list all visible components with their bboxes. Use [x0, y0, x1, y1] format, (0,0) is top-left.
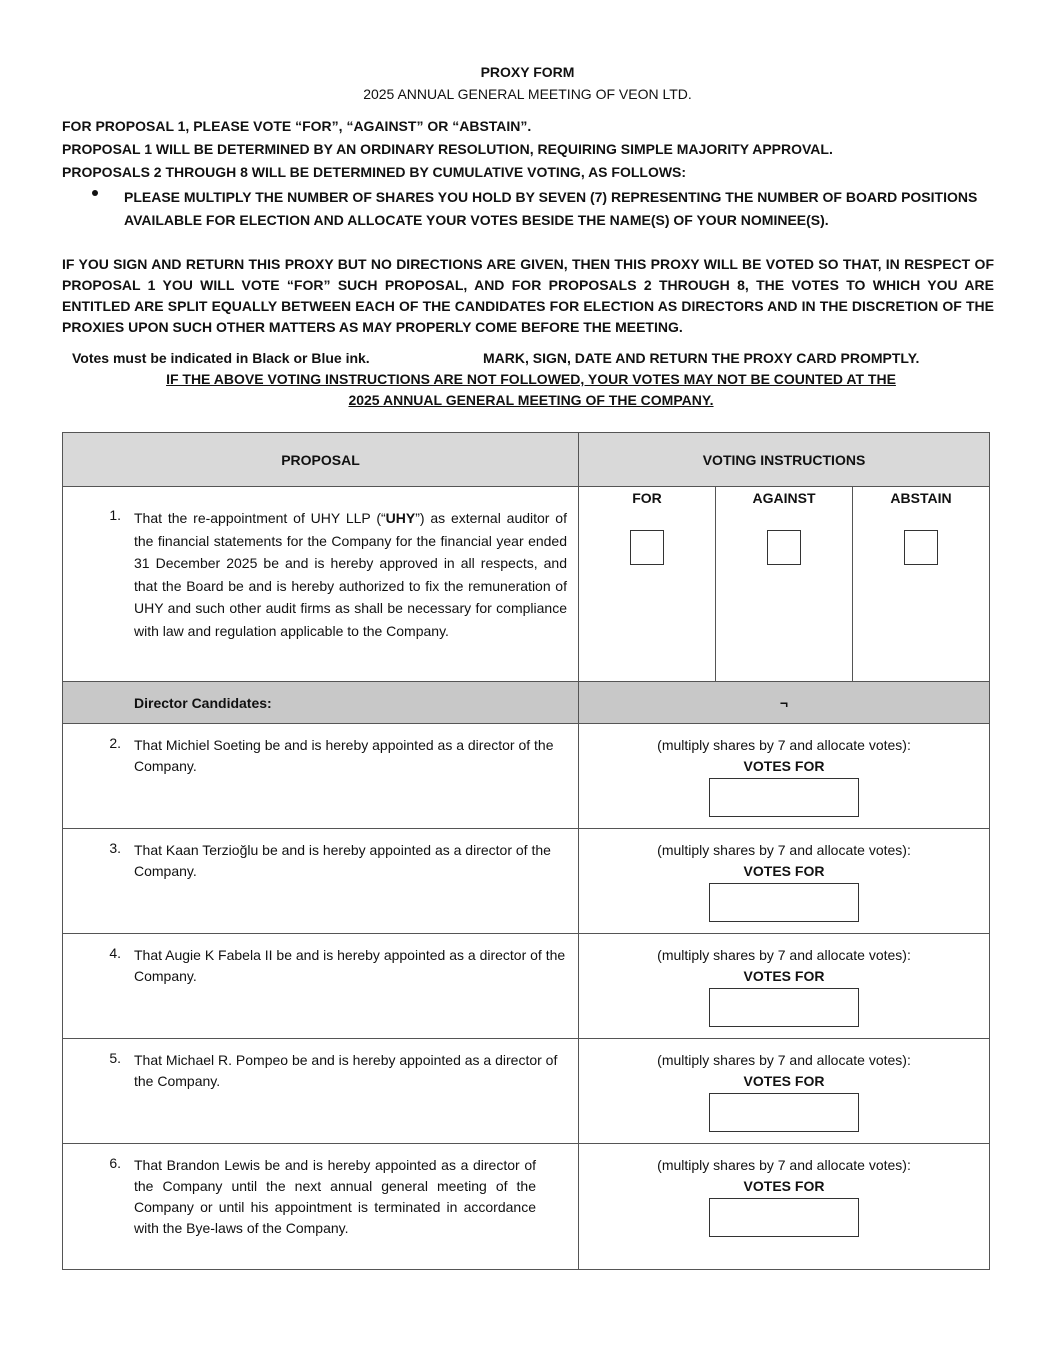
cumulative-note: (multiply shares by 7 and allocate votes):: [657, 1052, 911, 1068]
proposal-number: 3.: [109, 840, 121, 856]
proposal-1-cell: [63, 487, 579, 682]
form-title: PROXY FORM: [480, 64, 575, 80]
director-candidates-symbol: ¬: [579, 682, 990, 724]
instruction-line-3: PROPOSALS 2 THROUGH 8 WILL BE DETERMINED BY CUMULATIVE VOTING, AS FOLLOWS:: [62, 164, 687, 180]
proposal-1-text: That the re-appointment of UHY LLP (“UHY”) as external auditor of the financial statements for the Company for the financial year ended 31 December 2025 be and is hereby approved in all respects, and that the Board be and is hereby authorized to fix the remuneration of UHY and such other audit firms as shall be necessary for compliance with law and regulation applicable to the Company.: [134, 510, 567, 639]
proposal-text: That Kaan Terzioğlu be and is hereby appointed as a director of the Company.: [134, 842, 551, 879]
votes-for-cell: [579, 829, 990, 934]
cumulative-note: (multiply shares by 7 and allocate votes):: [657, 1157, 911, 1173]
votes-for-input[interactable]: [709, 778, 859, 817]
votes-for-input[interactable]: [709, 883, 859, 922]
director-candidates-header: Director Candidates:: [63, 682, 579, 724]
director-proposal-row: [63, 934, 579, 1039]
voting-instructions-column-header: VOTING INSTRUCTIONS: [579, 433, 990, 487]
director-proposal-row: [63, 1039, 579, 1144]
votes-for-input[interactable]: [709, 1198, 859, 1237]
proposal-text: That Michael R. Pompeo be and is hereby appointed as a director of the Company.: [134, 1052, 558, 1089]
proposal-number: 1.: [109, 507, 121, 523]
default-voting-paragraph: IF YOU SIGN AND RETURN THIS PROXY BUT NO DIRECTIONS ARE GIVEN, THEN THIS PROXY WILL BE VOTED SO THAT, IN RESPECT OF PROPOSAL 1 YOU WILL VOTE “FOR” SUCH PROPOSAL, AND FOR PROPOSALS 2 THROUGH 8, THE VOTES TO WHICH YOU ARE ENTITLED ARE SPLIT EQUALLY BETWEEN EACH OF THE CANDIDATES FOR ELECTION AS DIRECTORS AND IN THE DISCRETION OF THE PROXIES UPON SUCH OTHER MATTERS AS MAY PROPERLY COME BEFORE THE MEETING.: [62, 256, 994, 335]
votes-for-cell: [579, 724, 990, 829]
vote-against-label: AGAINST: [752, 490, 816, 506]
votes-for-cell: [579, 1039, 990, 1144]
proposal-number: 2.: [109, 735, 121, 751]
director-proposal-row: [63, 724, 579, 829]
form-subtitle: 2025 ANNUAL GENERAL MEETING OF VEON LTD.: [363, 86, 692, 102]
cumulative-note: (multiply shares by 7 and allocate votes):: [657, 737, 911, 753]
proposal-column-header: PROPOSAL: [63, 433, 579, 487]
proposal-text: That Augie K Fabela II be and is hereby appointed as a director of the Company.: [134, 947, 566, 984]
cumulative-note: (multiply shares by 7 and allocate votes):: [657, 947, 911, 963]
proposal-table: [62, 432, 990, 1270]
proposal-number: 4.: [109, 945, 121, 961]
votes-for-label: VOTES FOR: [743, 968, 825, 984]
vote-for-label: FOR: [632, 490, 662, 506]
vote-abstain-column: [853, 487, 990, 682]
proposal-number: 6.: [109, 1155, 121, 1171]
director-proposal-row: [63, 1144, 579, 1270]
proposal-number: 5.: [109, 1050, 121, 1066]
instruction-line-1: FOR PROPOSAL 1, PLEASE VOTE “FOR”, “AGAINST” OR “ABSTAIN”.: [62, 118, 532, 134]
votes-for-label: VOTES FOR: [743, 1073, 825, 1089]
cumulative-note: (multiply shares by 7 and allocate votes):: [657, 842, 911, 858]
warning-line-2: 2025 ANNUAL GENERAL MEETING OF THE COMPANY.: [348, 392, 714, 408]
proposal-1-abstain-checkbox[interactable]: [904, 530, 938, 565]
proposal-1-for-checkbox[interactable]: [630, 530, 664, 565]
proposal-1-against-checkbox[interactable]: [767, 530, 801, 565]
proposal-text: That Brandon Lewis be and is hereby appointed as a director of the Company until the next annual general meeting of the Company or until his appointment is terminated in accordance with the Bye-laws of the Company.: [134, 1157, 536, 1236]
vote-against-column: [716, 487, 853, 682]
warning-line-1: IF THE ABOVE VOTING INSTRUCTIONS ARE NOT FOLLOWED, YOUR VOTES MAY NOT BE COUNTED AT THE: [166, 371, 896, 387]
votes-for-label: VOTES FOR: [743, 863, 825, 879]
director-proposal-row: [63, 829, 579, 934]
proposal-text: That Michiel Soeting be and is hereby appointed as a director of the Company.: [134, 737, 554, 774]
votes-for-input[interactable]: [709, 988, 859, 1027]
cumulative-voting-instruction: PLEASE MULTIPLY THE NUMBER OF SHARES YOU HOLD BY SEVEN (7) REPRESENTING THE NUMBER OF BOARD POSITIONS AVAILABLE FOR ELECTION AND ALLOCATE YOUR VOTES BESIDE THE NAME(S) OF YOUR NOMINEE(S).: [124, 189, 978, 228]
votes-for-input[interactable]: [709, 1093, 859, 1132]
vote-for-column: [579, 487, 716, 682]
votes-for-cell: [579, 1144, 990, 1270]
votes-for-label: VOTES FOR: [743, 1178, 825, 1194]
vote-abstain-label: ABSTAIN: [890, 490, 952, 506]
votes-for-cell: [579, 934, 990, 1039]
return-instruction: MARK, SIGN, DATE AND RETURN THE PROXY CARD PROMPTLY.: [483, 350, 920, 366]
instruction-line-2: PROPOSAL 1 WILL BE DETERMINED BY AN ORDINARY RESOLUTION, REQUIRING SIMPLE MAJORITY APPROVAL.: [62, 141, 833, 157]
ink-instruction: Votes must be indicated in Black or Blue ink.: [72, 350, 370, 366]
bullet-icon: [92, 190, 98, 196]
votes-for-label: VOTES FOR: [743, 758, 825, 774]
